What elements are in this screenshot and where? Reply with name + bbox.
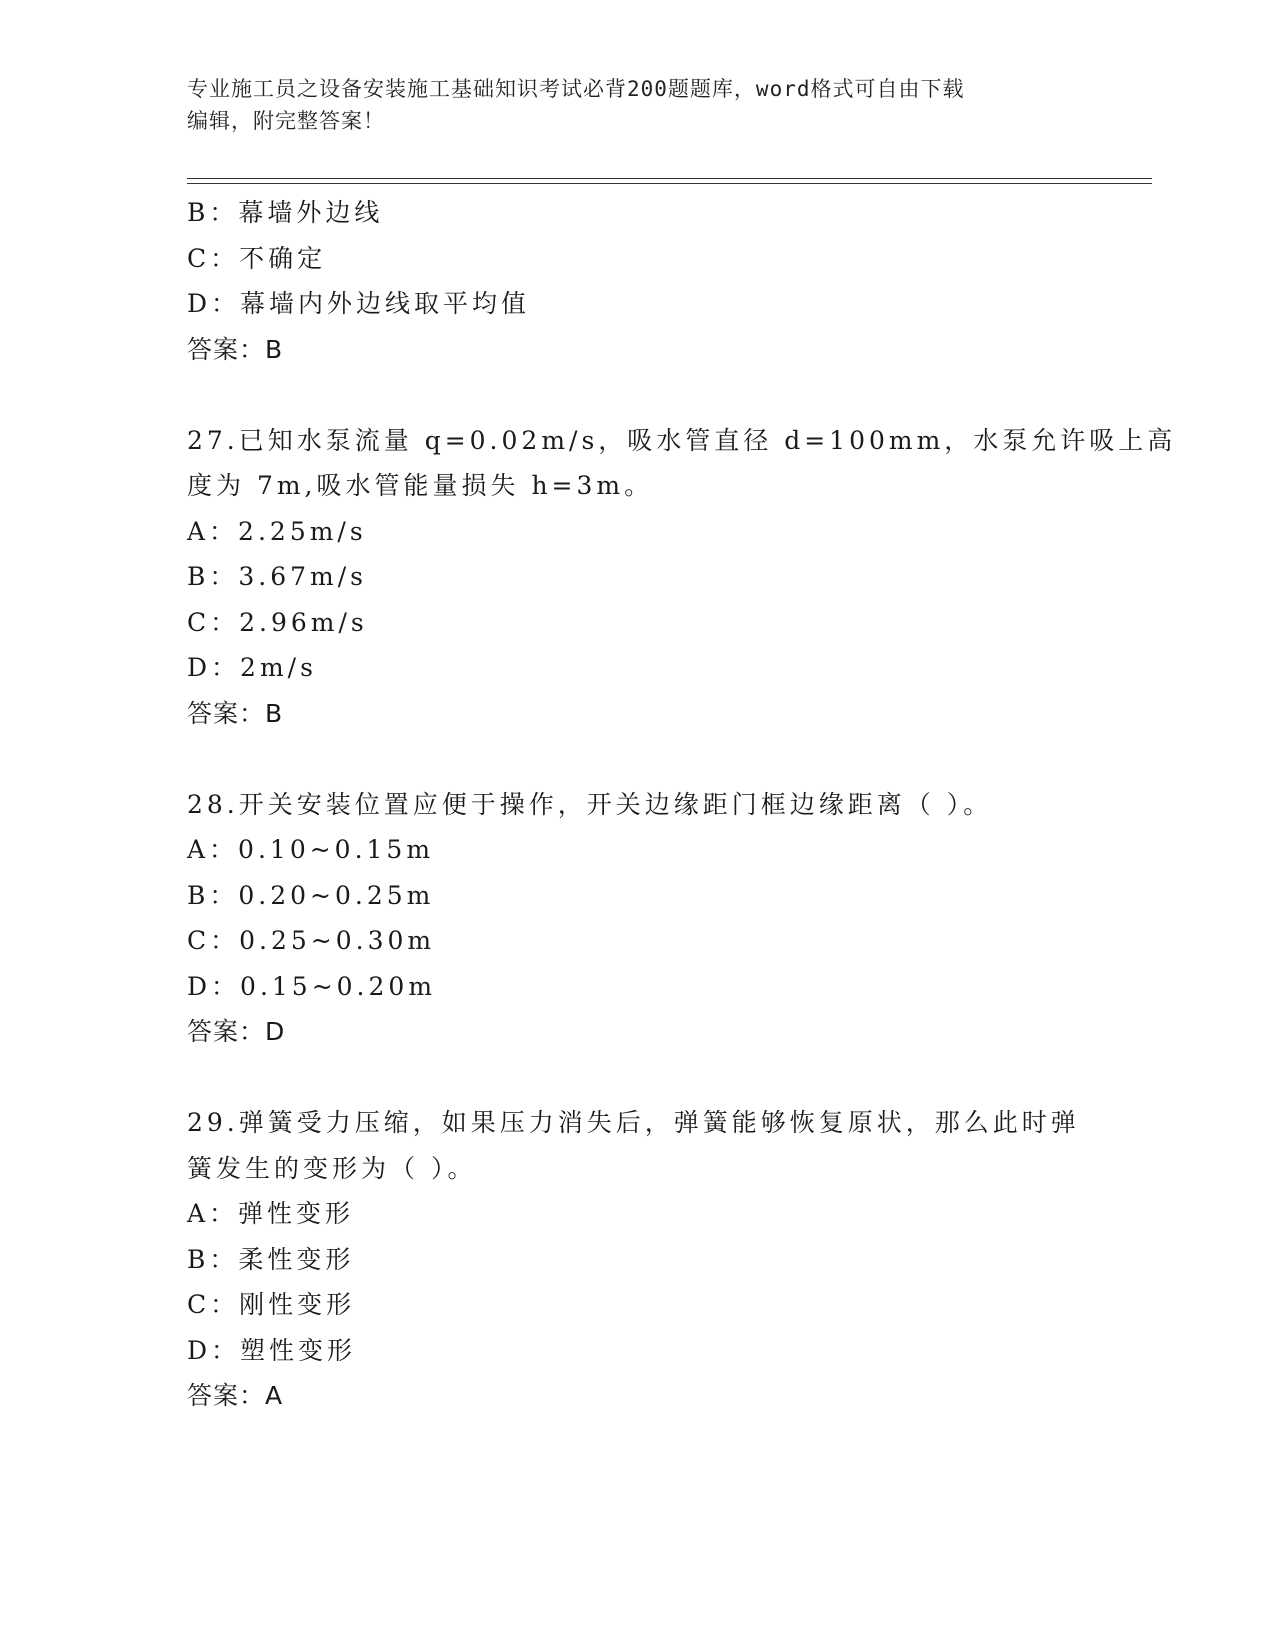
option-b: B：0.20~0.25m bbox=[187, 880, 435, 910]
option-b: B：3.67m/s bbox=[187, 562, 367, 591]
option-b: B：幕墙外边线 bbox=[187, 198, 384, 227]
option-d: D：2m/s bbox=[187, 653, 317, 682]
header-line-1: 专业施工员之设备安装施工基础知识考试必背200题题库，word格式可自由下载 bbox=[187, 77, 965, 101]
option-d: D：幕墙内外边线取平均值 bbox=[187, 289, 531, 318]
question-stem-line-1: 29.弹簧受力压缩，如果压力消失后，弹簧能够恢复原状，那么此时弹 bbox=[187, 1108, 1080, 1137]
option-c: C：不确定 bbox=[187, 243, 327, 273]
question-27 bbox=[187, 418, 1177, 737]
document-header bbox=[187, 73, 1087, 137]
question-28 bbox=[187, 782, 1087, 1055]
answer: 答案：A bbox=[187, 1381, 284, 1410]
question-list bbox=[187, 190, 1177, 1419]
answer: 答案：B bbox=[187, 334, 284, 364]
option-d: D：塑性变形 bbox=[187, 1335, 357, 1365]
question-26 bbox=[187, 190, 1087, 372]
option-c: C：刚性变形 bbox=[187, 1290, 356, 1319]
question-stem-line-1: 27.已知水泵流量 q=0.02m/s，吸水管直径 d=100mm，水泵允许吸上高 bbox=[187, 425, 1177, 455]
option-a: A：2.25m/s bbox=[187, 516, 367, 546]
option-a: A：0.10~0.15m bbox=[187, 835, 435, 864]
option-b: B：柔性变形 bbox=[187, 1244, 355, 1274]
option-c: C：2.96m/s bbox=[187, 607, 368, 637]
answer: 答案：B bbox=[187, 698, 284, 728]
header-line-2: 编辑，附完整答案！ bbox=[187, 109, 385, 133]
option-d: D：0.15~0.20m bbox=[187, 971, 437, 1001]
question-29 bbox=[187, 1100, 1087, 1419]
option-a: A：弹性变形 bbox=[187, 1199, 355, 1228]
answer: 答案：D bbox=[187, 1017, 286, 1046]
question-stem-line-2: 簧发生的变形为（ ）。 bbox=[187, 1153, 477, 1183]
question-stem-line-1: 28.开关安装位置应便于操作，开关边缘距门框边缘距离（ ）。 bbox=[187, 789, 993, 819]
option-c: C：0.25~0.30m bbox=[187, 926, 436, 955]
header-divider-top bbox=[187, 178, 1152, 179]
question-stem-line-2: 度为 7m,吸水管能量损失 h=3m。 bbox=[187, 471, 654, 500]
header-divider-bottom bbox=[187, 183, 1152, 184]
